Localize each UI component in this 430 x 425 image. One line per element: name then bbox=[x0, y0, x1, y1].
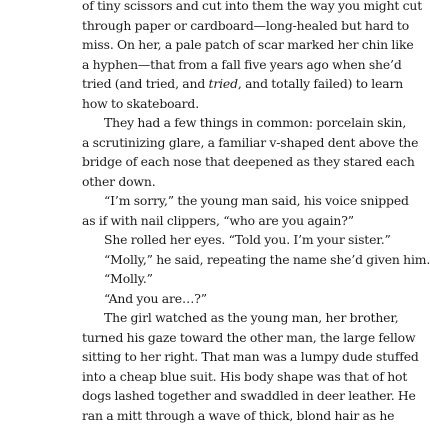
text-line bbox=[82, 269, 375, 289]
text-line bbox=[82, 55, 375, 75]
text-segment: as if with nail clippers, “who are you again?” bbox=[82, 213, 354, 228]
text-segment: tried (and tried, and bbox=[82, 76, 209, 91]
emphasis-text: tried bbox=[209, 76, 238, 91]
text-line bbox=[82, 308, 375, 328]
text-line bbox=[82, 133, 375, 153]
text-line bbox=[82, 0, 375, 16]
text-segment: how to skateboard. bbox=[82, 96, 199, 111]
text-segment: bridge of each nose that deepened as they stared each bbox=[82, 154, 415, 169]
text-segment: into a cheap blue suit. His body shape was that of hot bbox=[82, 369, 407, 384]
text-line bbox=[82, 386, 375, 406]
text-segment: a scrutinizing glare, a familiar v-shaped dent above the bbox=[82, 135, 418, 150]
text-line bbox=[82, 367, 375, 387]
text-segment: turned his gaze toward the other man, the large fellow bbox=[82, 330, 415, 345]
text-segment: They had a few things in common: porcelain skin, bbox=[104, 115, 406, 130]
text-segment: “I’m sorry,” the young man said, his voice snipped bbox=[104, 193, 409, 208]
text-segment: of tiny scissors and cut into them the way you might cut bbox=[82, 0, 422, 13]
text-segment: other down. bbox=[82, 174, 155, 189]
text-segment: dogs lashed together and swaddled in deer leather. He bbox=[82, 388, 416, 403]
text-segment: through paper or cardboard—long-healed but hard to bbox=[82, 18, 409, 33]
text-segment: ran a mitt through a wave of thick, blond hair as he bbox=[82, 408, 394, 423]
body-text bbox=[82, 0, 375, 425]
text-line bbox=[82, 406, 375, 425]
text-line bbox=[82, 250, 375, 270]
text-line bbox=[82, 94, 375, 114]
text-segment: “Molly.” bbox=[104, 271, 153, 286]
text-line bbox=[82, 347, 375, 367]
text-line bbox=[82, 289, 375, 309]
text-line bbox=[82, 152, 375, 172]
text-segment: She rolled her eyes. “Told you. I’m your sister.” bbox=[104, 232, 391, 247]
text-segment: The girl watched as the young man, her brother, bbox=[104, 310, 399, 325]
text-line bbox=[82, 211, 375, 231]
text-line bbox=[82, 230, 375, 250]
text-line bbox=[82, 35, 375, 55]
text-segment: miss. On her, a pale patch of scar marked her chin like bbox=[82, 37, 414, 52]
text-line bbox=[82, 113, 375, 133]
text-segment: , and totally failed) to learn bbox=[238, 76, 403, 91]
text-segment: “Molly,” he said, repeating the name she’d given him. bbox=[104, 252, 430, 267]
text-line bbox=[82, 328, 375, 348]
text-line bbox=[82, 74, 375, 94]
text-segment: “And you are…?” bbox=[104, 291, 207, 306]
text-line bbox=[82, 191, 375, 211]
text-line bbox=[82, 16, 375, 36]
text-line bbox=[82, 172, 375, 192]
text-segment: sitting to her right. That man was a lumpy dude stuffed bbox=[82, 349, 419, 364]
text-segment: a hyphen—that from a fall five years ago when she’d bbox=[82, 57, 402, 72]
